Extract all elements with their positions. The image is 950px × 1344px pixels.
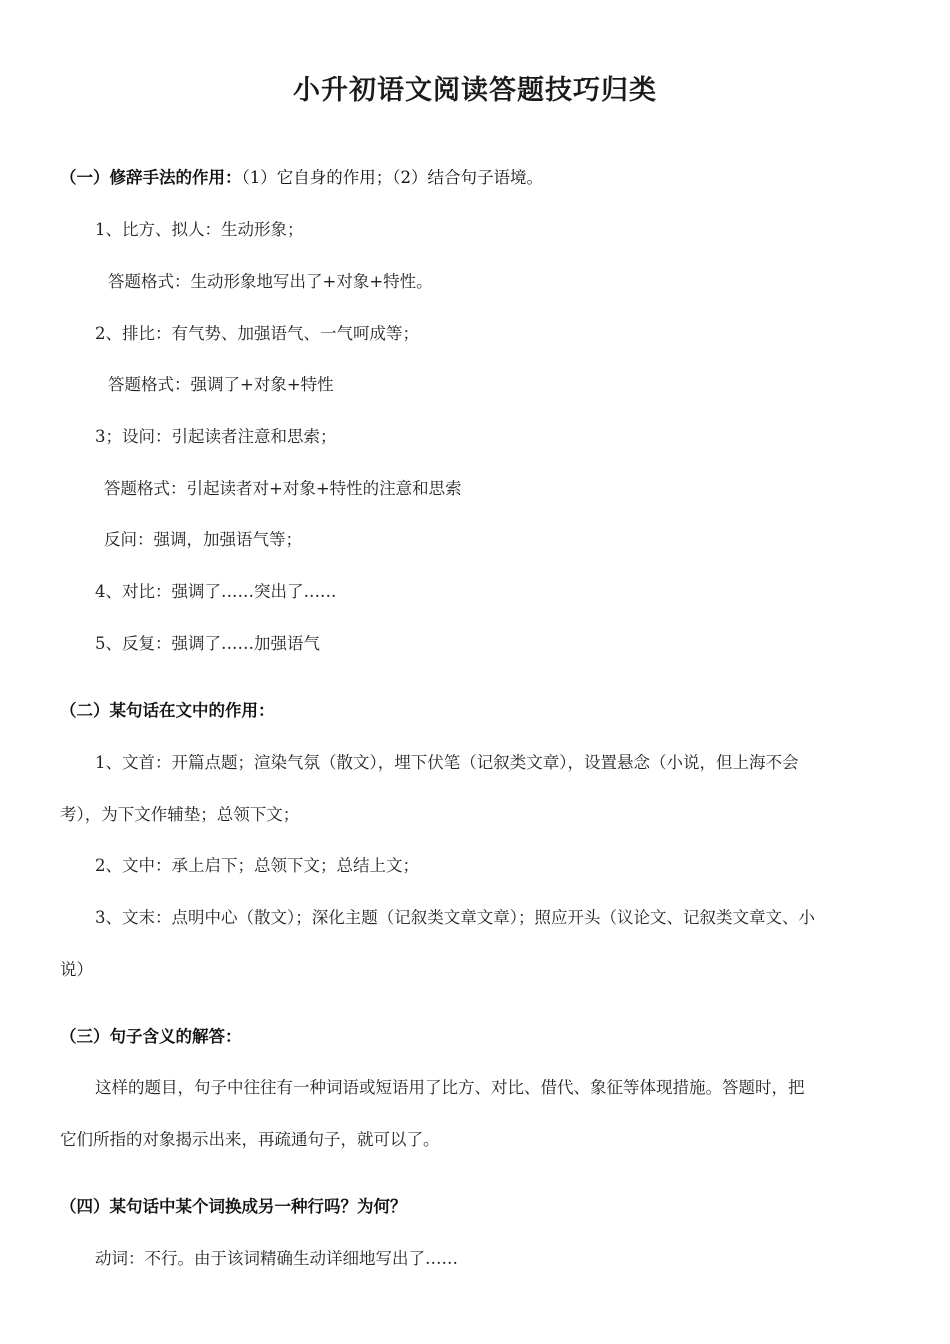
section-2-line-3a: 3、文末：点明中心（散文）；深化主题（记叙类文章文章）；照应开头（议论文、记叙类文章文、小 (95, 908, 815, 927)
section-3-heading: （三）句子含义的解答： (60, 1027, 242, 1046)
section-1-line-1: 1、比方、拟人：生动形象； (95, 220, 304, 239)
section-4-heading: （四）某句话中某个词换成另一种行吗？为何？ (60, 1197, 407, 1216)
page-title: 小升初语文阅读答题技巧归类 (293, 75, 657, 106)
section-2-line-1a: 1、文首：开篇点题；渲染气氛（散文），埋下伏笔（记叙类文章），设置悬念（小说，但上海不会 (95, 753, 799, 772)
section-1-line-9: 5、反复：强调了……加强语气 (95, 634, 320, 653)
section-1-line-6: 答题格式：引起读者对+对象+特性的注意和思索 (104, 479, 462, 498)
section-3-line-1b: 它们所指的对象揭示出来，再疏通句子，就可以了。 (60, 1130, 440, 1149)
section-1-line-5: 3；设问：引起读者注意和思索； (95, 427, 337, 446)
section-2-line-1b: 考），为下文作辅垫；总领下文； (60, 805, 300, 824)
section-2-heading: （二）某句话在文中的作用： (60, 701, 275, 720)
section-1-line-2: 答题格式：生动形象地写出了+对象+特性。 (108, 272, 433, 291)
section-2-line-3b: 说） (60, 960, 93, 979)
section-1-line-7: 反问：强调，加强语气等； (104, 530, 302, 549)
section-4-line-1: 动词：不行。由于该词精确生动详细地写出了…… (95, 1249, 458, 1268)
section-1-line-8: 4、对比：强调了……突出了…… (95, 582, 337, 601)
section-1-line-4: 答题格式：强调了+对象+特性 (108, 375, 334, 394)
section-2-line-2: 2、文中：承上启下；总领下文；总结上文； (95, 856, 419, 875)
section-3-line-1a: 这样的题目，句子中往往有一种词语或短语用了比方、对比、借代、象征等体现措施。答题时，把 (95, 1078, 805, 1097)
section-1-heading-text: （一）修辞手法的作用： (60, 168, 242, 187)
section-1-line-3: 2、排比：有气势、加强语气、一气呵成等； (95, 324, 419, 343)
section-1-heading-rest: （1）它自身的作用；（2）结合句子语境。 (241, 168, 543, 187)
section-1-heading (60, 167, 543, 189)
